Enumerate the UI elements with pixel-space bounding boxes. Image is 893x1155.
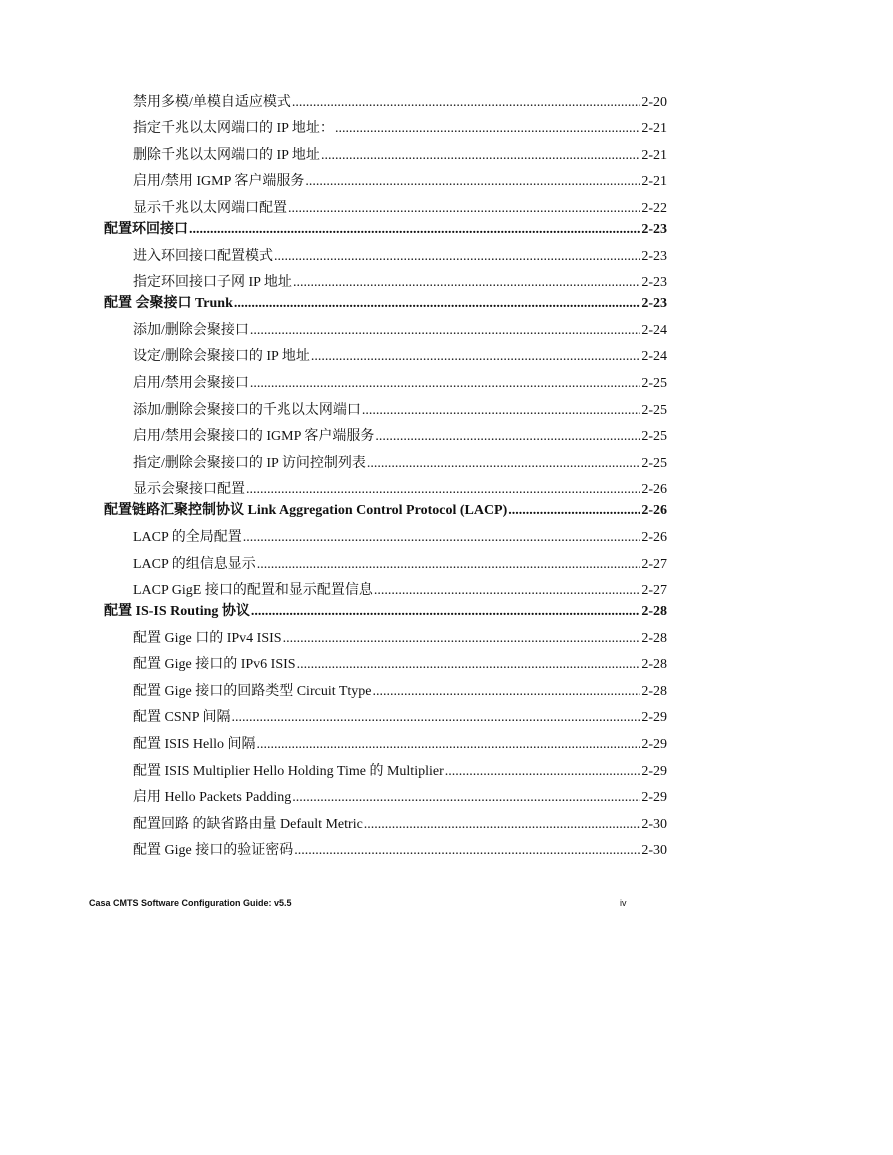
toc-entry-page: 2-22 bbox=[641, 200, 667, 216]
toc-subsection-entry[interactable] bbox=[104, 474, 667, 501]
toc-subsection-entry[interactable] bbox=[104, 192, 667, 219]
toc-dot-leader bbox=[251, 602, 640, 622]
toc-entry-page: 2-23 bbox=[641, 275, 667, 291]
toc-subsection-entry[interactable] bbox=[104, 421, 667, 448]
toc-entry-page: 2-25 bbox=[641, 455, 667, 471]
toc-dot-leader bbox=[283, 629, 641, 649]
toc-dot-leader bbox=[246, 480, 640, 500]
toc-entry-page: 2-26 bbox=[641, 482, 667, 498]
toc-entry-title: 添加/删除会聚接口的千兆以太网端口 bbox=[133, 402, 361, 418]
toc-entry-page: 2-23 bbox=[641, 248, 667, 264]
toc-entry-title: 配置 Gige 口的 IPv4 ISIS bbox=[133, 630, 282, 646]
toc-dot-leader bbox=[374, 581, 641, 601]
toc-entry-page: 2-21 bbox=[641, 121, 667, 137]
toc-entry-title: 显示千兆以太网端口配置 bbox=[133, 200, 287, 216]
toc-subsection-entry[interactable] bbox=[104, 808, 667, 835]
toc-dot-leader bbox=[292, 788, 640, 808]
toc-dot-leader bbox=[321, 146, 640, 166]
toc-dot-leader bbox=[189, 220, 640, 240]
toc-dot-leader bbox=[311, 347, 641, 367]
toc-subsection-entry[interactable] bbox=[104, 166, 667, 193]
toc-section-entry[interactable] bbox=[104, 293, 667, 314]
toc-entry-title: 指定/删除会聚接口的 IP 访问控制列表 bbox=[133, 455, 366, 471]
toc-entry-page: 2-27 bbox=[641, 583, 667, 599]
toc-entry-page: 2-26 bbox=[641, 503, 667, 519]
toc-dot-leader bbox=[335, 119, 640, 139]
toc-subsection-entry[interactable] bbox=[104, 139, 667, 166]
table-of-contents bbox=[104, 86, 667, 861]
toc-entry-page: 2-25 bbox=[641, 375, 667, 391]
toc-dot-leader bbox=[257, 555, 641, 575]
toc-entry-title: 进入环回接口配置模式 bbox=[133, 248, 273, 264]
toc-entry-page: 2-29 bbox=[641, 790, 667, 806]
toc-entry-page: 2-23 bbox=[641, 221, 667, 237]
toc-entry-title: 启用/禁用会聚接口 bbox=[133, 375, 249, 391]
toc-entry-page: 2-21 bbox=[641, 147, 667, 163]
toc-entry-page: 2-26 bbox=[641, 529, 667, 545]
toc-entry-page: 2-29 bbox=[641, 737, 667, 753]
toc-entry-title: 启用/禁用会聚接口的 IGMP 客户端服务 bbox=[133, 429, 375, 445]
toc-dot-leader bbox=[375, 427, 640, 447]
toc-subsection-entry[interactable] bbox=[104, 755, 667, 782]
toc-dot-leader bbox=[508, 501, 640, 521]
toc-entry-title: 配置 IS-IS Routing 协议 bbox=[104, 604, 250, 620]
toc-dot-leader bbox=[293, 273, 640, 293]
toc-section-entry[interactable] bbox=[104, 219, 667, 240]
toc-dot-leader bbox=[297, 655, 641, 675]
toc-entry-title: 配置 Gige 接口的验证密码 bbox=[133, 843, 294, 859]
toc-entry-title: LACP GigE 接口的配置和显示配置信息 bbox=[133, 583, 373, 599]
toc-entry-page: 2-28 bbox=[641, 683, 667, 699]
toc-subsection-entry[interactable] bbox=[104, 622, 667, 649]
toc-dot-leader bbox=[288, 199, 640, 219]
toc-entry-title: 配置 Gige 接口的回路类型 Circuit Ttype bbox=[133, 683, 372, 699]
toc-dot-leader bbox=[294, 841, 640, 861]
toc-dot-leader bbox=[243, 528, 641, 548]
toc-entry-page: 2-27 bbox=[641, 556, 667, 572]
toc-subsection-entry[interactable] bbox=[104, 782, 667, 809]
toc-subsection-entry[interactable] bbox=[104, 835, 667, 862]
toc-subsection-entry[interactable] bbox=[104, 649, 667, 676]
toc-subsection-entry[interactable] bbox=[104, 341, 667, 368]
toc-subsection-entry[interactable] bbox=[104, 675, 667, 702]
toc-entry-page: 2-28 bbox=[641, 657, 667, 673]
toc-entry-title: 设定/删除会聚接口的 IP 地址 bbox=[133, 349, 310, 365]
toc-dot-leader bbox=[250, 374, 640, 394]
toc-dot-leader bbox=[257, 735, 641, 755]
toc-entry-title: 配置链路汇聚控制协议 Link Aggregation Control Protocol (LACP) bbox=[104, 503, 508, 519]
toc-entry-title: 启用 Hello Packets Padding bbox=[133, 790, 292, 806]
toc-entry-page: 2-30 bbox=[641, 843, 667, 859]
toc-entry-title: LACP 的组信息显示 bbox=[133, 556, 256, 572]
toc-dot-leader bbox=[274, 247, 640, 267]
footer-page-number: iv bbox=[620, 898, 627, 908]
footer-document-title: Casa CMTS Software Configuration Guide: v5.5 bbox=[89, 898, 292, 908]
toc-subsection-entry[interactable] bbox=[104, 113, 667, 140]
toc-subsection-entry[interactable] bbox=[104, 394, 667, 421]
toc-entry-title: LACP 的全局配置 bbox=[133, 529, 242, 545]
toc-entry-page: 2-28 bbox=[641, 630, 667, 646]
toc-entry-page: 2-23 bbox=[641, 296, 667, 312]
toc-dot-leader bbox=[305, 172, 640, 192]
toc-section-entry[interactable] bbox=[104, 601, 667, 622]
toc-dot-leader bbox=[250, 321, 640, 341]
toc-entry-title: 指定环回接口子网 IP 地址 bbox=[133, 275, 292, 291]
toc-entry-title: 指定千兆以太网端口的 IP 地址： bbox=[133, 121, 334, 137]
toc-dot-leader bbox=[364, 815, 641, 835]
toc-entry-title: 配置 CSNP 间隔 bbox=[133, 710, 231, 726]
toc-entry-page: 2-28 bbox=[641, 604, 667, 620]
toc-entry-title: 配置 ISIS Multiplier Hello Holding Time 的 Multiplier bbox=[133, 763, 444, 779]
toc-entry-page: 2-30 bbox=[641, 816, 667, 832]
toc-subsection-entry[interactable] bbox=[104, 728, 667, 755]
toc-entry-page: 2-25 bbox=[641, 402, 667, 418]
toc-dot-leader bbox=[234, 294, 640, 314]
toc-subsection-entry[interactable] bbox=[104, 367, 667, 394]
toc-dot-leader bbox=[292, 93, 640, 113]
toc-entry-title: 配置 Gige 接口的 IPv6 ISIS bbox=[133, 657, 296, 673]
toc-subsection-entry[interactable] bbox=[104, 575, 667, 602]
toc-entry-title: 启用/禁用 IGMP 客户端服务 bbox=[133, 174, 305, 190]
toc-subsection-entry[interactable] bbox=[104, 702, 667, 729]
toc-subsection-entry[interactable] bbox=[104, 86, 667, 113]
toc-entry-page: 2-24 bbox=[641, 349, 667, 365]
toc-dot-leader bbox=[373, 682, 641, 702]
toc-entry-title: 配置 会聚接口 Trunk bbox=[104, 296, 233, 312]
toc-entry-page: 2-21 bbox=[641, 174, 667, 190]
toc-entry-page: 2-20 bbox=[641, 94, 667, 110]
toc-entry-title: 配置 ISIS Hello 间隔 bbox=[133, 737, 256, 753]
toc-entry-title: 删除千兆以太网端口的 IP 地址 bbox=[133, 147, 320, 163]
toc-section-entry[interactable] bbox=[104, 500, 667, 521]
toc-entry-page: 2-29 bbox=[641, 710, 667, 726]
toc-entry-title: 配置环回接口 bbox=[104, 221, 188, 237]
toc-subsection-entry[interactable] bbox=[104, 240, 667, 267]
toc-subsection-entry[interactable] bbox=[104, 521, 667, 548]
toc-entry-page: 2-29 bbox=[641, 763, 667, 779]
toc-subsection-entry[interactable] bbox=[104, 267, 667, 294]
toc-entry-title: 禁用多模/单模自适应模式 bbox=[133, 94, 291, 110]
toc-subsection-entry[interactable] bbox=[104, 314, 667, 341]
toc-entry-page: 2-25 bbox=[641, 429, 667, 445]
toc-entry-title: 配置回路 的缺省路由量 Default Metric bbox=[133, 816, 363, 832]
toc-dot-leader bbox=[362, 401, 640, 421]
toc-dot-leader bbox=[232, 708, 641, 728]
toc-subsection-entry[interactable] bbox=[104, 548, 667, 575]
toc-entry-page: 2-24 bbox=[641, 322, 667, 338]
toc-dot-leader bbox=[367, 454, 641, 474]
toc-subsection-entry[interactable] bbox=[104, 447, 667, 474]
toc-entry-title: 添加/删除会聚接口 bbox=[133, 322, 249, 338]
toc-entry-title: 显示会聚接口配置 bbox=[133, 482, 245, 498]
toc-dot-leader bbox=[445, 762, 641, 782]
